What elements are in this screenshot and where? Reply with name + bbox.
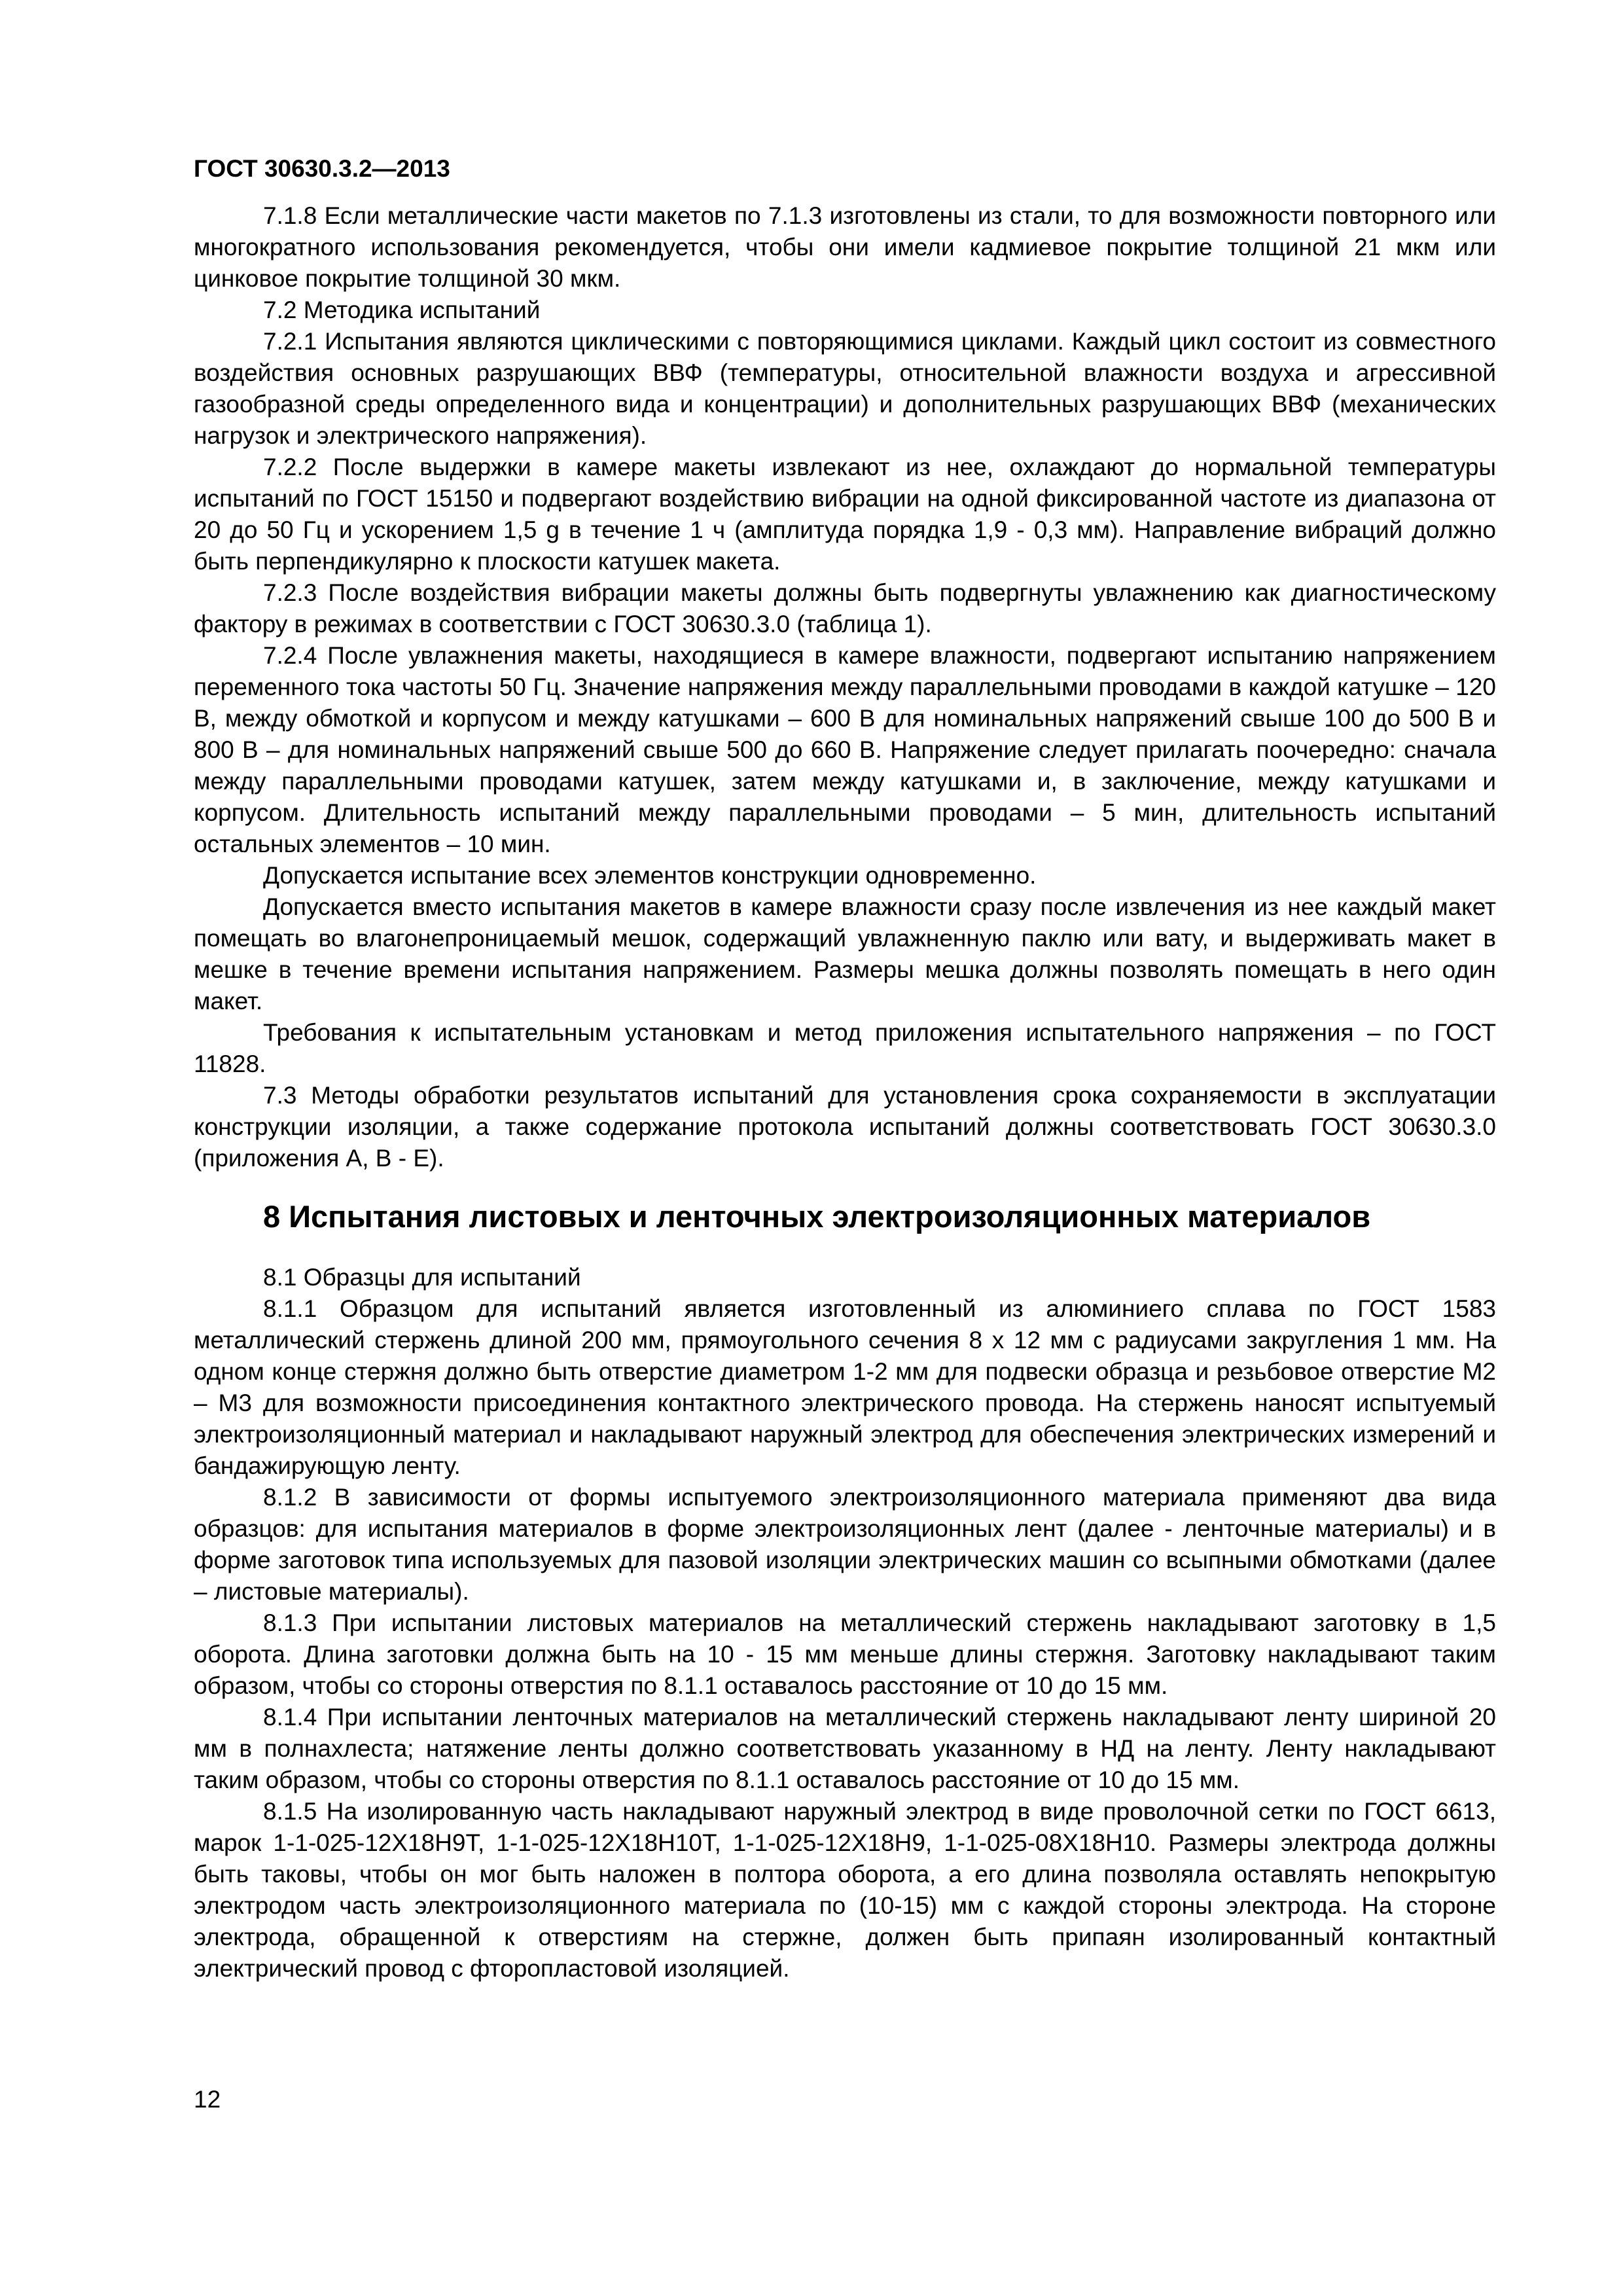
paragraph-8-1-title: 8.1 Образцы для испытаний — [263, 1264, 581, 1291]
paragraph-7-2-4: 7.2.4 После увлажнения макеты, находящиеся в камере влажности, подвергают испытанию напряжением переменного тока частоты 50 Гц. Значение напряжения между параллельными проводами в каждой катушке – 120 В, между обмоткой и корпусом и между катушками – 600 В для номинальных напряжений свыше 100 до 500 В и 800 В – для номинальных напряжений свыше 500 до 660 В. Напряжение следует прилагать поочередно: сначала между параллельными проводами катушек, затем между катушками и, в заключение, между катушками и корпусом. Длительность испытаний между параллельными проводами – 5 мин, длительность испытаний остальных элементов – 10 мин. — [194, 642, 1496, 857]
paragraph-7-2-2: 7.2.2 После выдержки в камере макеты извлекают из нее, охлаждают до нормальной температуры испытаний по ГОСТ 15150 и подвергают воздействию вибрации на одной фиксированной частоте из диапазона от 20 до 50 Гц и ускорением 1,5 g в течение 1 ч (амплитуда порядка 1,9 - 0,3 мм). Направление вибраций должно быть перпендикулярно к плоскости катушек макета. — [194, 454, 1496, 575]
paragraph-8-1-1: 8.1.1 Образцом для испытаний является изготовленный из алюминиего сплава по ГОСТ 1583 металлический стержень длиной 200 мм, прямоугольного сечения 8 х 12 мм с радиусами закругления 1 мм. На одном конце стержня должно быть отверстие диаметром 1-2 мм для подвески образца и резьбовое отверстие М2 – М3 для возможности присоединения контактного электрического провода. На стержень наносят испытуемый электроизоляционный материал и накладывают наружный электрод для обеспечения электрических измерений и бандажирующую ленту. — [194, 1295, 1496, 1479]
paragraph-7-3: 7.3 Методы обработки результатов испытаний для установления срока сохраняемости в эксплуатации конструкции изоляции, а также содержание протокола испытаний должны соответствовать ГОСТ 30630.3.0 (приложения А, В - Е). — [194, 1082, 1496, 1172]
paragraph-8-1-4: 8.1.4 При испытании ленточных материалов на металлический стержень накладывают ленту шириной 20 мм в полнахлеста; натяжение ленты должно соответствовать указанному в НД на ленту. Ленту накладывают таким образом, чтобы со стороны отверстия по 8.1.1 оставалось расстояние от 10 до 15 мм. — [194, 1704, 1496, 1793]
paragraph-allowance-2: Допускается вместо испытания макетов в камере влажности сразу после извлечения из нее каждый макет помещать во влагонепроницаемый мешок, содержащий увлажненную паклю или вату, и выдерживать макет в мешке в течение времени испытания напряжением. Размеры мешка должны позволять помещать в него один макет. — [194, 893, 1496, 1014]
document-body — [194, 200, 1496, 1984]
paragraph-8-1-2: 8.1.2 В зависимости от формы испытуемого электроизоляционного материала применяют два вида образцов: для испытания материалов в форме электроизоляционных лент (далее - ленточные материалы) и в форме заготовок типа используемых для пазовой изоляции электрических машин со всыпными обмотками (далее – листовые материалы). — [194, 1484, 1496, 1605]
paragraph-8-1-3: 8.1.3 При испытании листовых материалов на металлический стержень накладывают заготовку в 1,5 оборота. Длина заготовки должна быть на 10 - 15 мм меньше длины стержня. Заготовку накладывают таким образом, чтобы со стороны отверстия по 8.1.1 оставалось расстояние от 10 до 15 мм. — [194, 1609, 1496, 1699]
paragraph-requirements: Требования к испытательным установкам и метод приложения испытательного напряжения – по ГОСТ 11828. — [194, 1019, 1496, 1077]
section-8-heading: 8 Испытания листовых и ленточных электроизоляционных материалов — [263, 1199, 1371, 1234]
page-number: 12 — [194, 2086, 221, 2113]
paragraph-7-2-3: 7.2.3 После воздействия вибрации макеты должны быть подвергнуты увлажнению как диагностическому фактору в режимах в соответствии с ГОСТ 30630.3.0 (таблица 1). — [194, 579, 1496, 637]
paragraph-8-1-5: 8.1.5 На изолированную часть накладывают наружный электрод в виде проволочной сетки по ГОСТ 6613, марок 1-1-025-12Х18Н9Т, 1-1-025-12Х18Н10Т, 1-1-025-12Х18Н9, 1-1-025-08Х18Н10. Размеры электрода должны быть таковы, чтобы он мог быть наложен в полтора оборота, а его длина позволяла оставлять непокрытую электродом часть электроизоляционного материала по (10-15) мм с каждой стороны электрода. На стороне электрода, обращенной к отверстиям на стержне, должен быть припаян изолированный контактный электрический провод с фторопластовой изоляцией. — [194, 1798, 1496, 1982]
paragraph-allowance-1: Допускается испытание всех элементов конструкции одновременно. — [263, 862, 1037, 889]
paragraph-7-1-8: 7.1.8 Если металлические части макетов по 7.1.3 изготовлены из стали, то для возможности повторного или многократного использования рекомендуется, чтобы они имели кадмиевое покрытие толщиной 21 мкм или цинковое покрытие толщиной 30 мкм. — [194, 202, 1496, 292]
paragraph-7-2-title: 7.2 Методика испытаний — [263, 296, 541, 323]
paragraph-7-2-1: 7.2.1 Испытания являются циклическими с повторяющимися циклами. Каждый цикл состоит из совместного воздействия основных разрушающих ВВФ (температуры, относительной влажности воздуха и агрессивной газообразной среды определенного вида и концентрации) и дополнительных разрушающих ВВФ (механических нагрузок и электрического напряжения). — [194, 328, 1496, 449]
standard-code-header: ГОСТ 30630.3.2—2013 — [194, 155, 450, 182]
